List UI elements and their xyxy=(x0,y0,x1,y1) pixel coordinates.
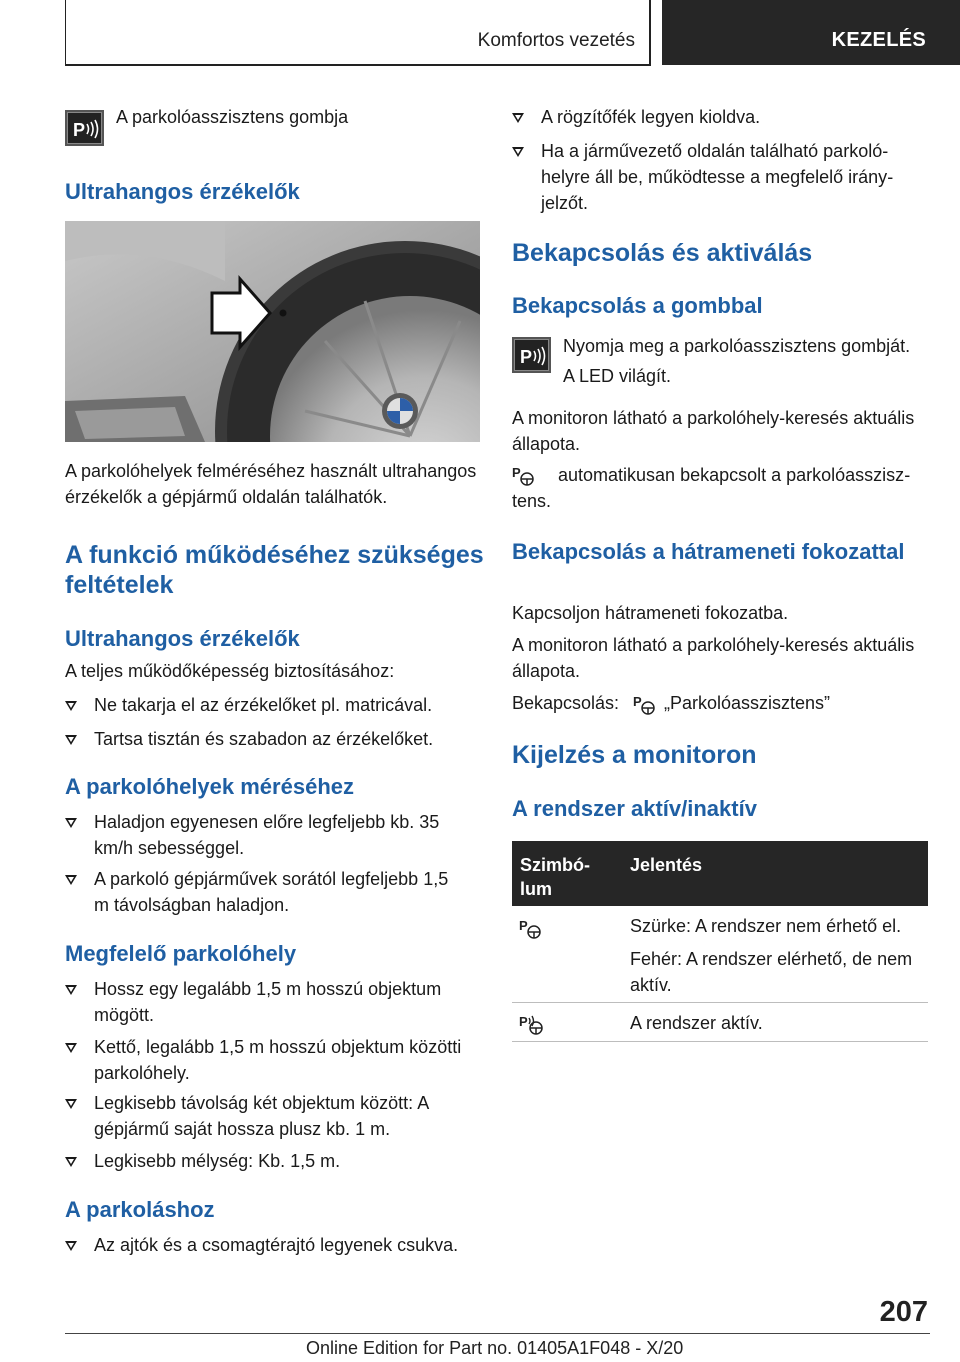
paragraph-led: A LED világít. xyxy=(563,366,672,386)
list-item: Legkisebb mélység: Kb. 1,5 m. xyxy=(65,1148,475,1174)
footer-rule xyxy=(65,1333,930,1334)
paragraph-full-function: A teljes működőképesség biztosításához: xyxy=(65,661,395,681)
bullet-triangle-icon xyxy=(512,113,524,123)
bullet-triangle-icon xyxy=(65,875,77,885)
list-item: Az ajtók és a csomagtérajtó legyenek csukva. xyxy=(65,1232,485,1258)
heading-activation-reverse: Bekapcsolás a hátrameneti fokozattal xyxy=(512,539,905,564)
bullet-triangle-icon xyxy=(65,1099,77,1109)
svg-text:P: P xyxy=(512,465,521,480)
header-section-title: Komfortos vezetés xyxy=(477,30,635,51)
list-item: Haladjon egyenesen előre legfeljebb kb. 35 km/h sebességgel. xyxy=(65,809,465,861)
parking-assist-button-icon xyxy=(512,337,551,373)
heading-activation-button: Bekapcsolás a gombbal xyxy=(512,293,763,318)
table-header-meaning: Jelentés xyxy=(630,855,703,875)
heading-ultrasonic-sensors-2: Ultrahangos érzékelők xyxy=(65,626,300,651)
heading-ultrasonic-sensors: Ultrahangos érzékelők xyxy=(65,179,300,204)
heading-system-state: A rendszer aktív/inaktív xyxy=(512,796,757,821)
svg-text:P: P xyxy=(520,347,533,367)
paragraph-auto-on: automatikusan bekapcsolt a parkolóasszisztens. xyxy=(512,465,911,511)
svg-text:P: P xyxy=(633,694,642,709)
heading-monitor-display: Kijelzés a monitoron xyxy=(512,741,757,769)
table-header xyxy=(512,841,928,906)
bullet-triangle-icon xyxy=(512,147,524,157)
parking-assistant-symbol-icon xyxy=(519,916,543,940)
button-caption: A parkolóasszisztens gombja xyxy=(116,107,349,127)
header-bottom-rule xyxy=(65,64,651,66)
header-chapter-label: KEZELÉS xyxy=(831,29,926,51)
paragraph-shift-reverse: Kapcsoljon hátrameneti fokozatba. xyxy=(512,603,789,623)
table-cell: Fehér: A rendszer elérhető, de nem aktív. xyxy=(630,949,913,995)
parking-assistant-active-icon xyxy=(519,1012,545,1036)
svg-text:P: P xyxy=(73,120,86,140)
paragraph-switch-on-value: „Parkolóasszisztens” xyxy=(664,693,831,713)
paragraph-monitor-status: A monitoron látható a parkolóhely-keresés aktuális állapota. xyxy=(512,408,915,454)
list-item: Hossz egy legalább 1,5 m hosszú objektum mögött. xyxy=(65,976,475,1028)
heading-function-requirements: A funkció működéséhez szükséges feltételek xyxy=(65,541,484,599)
bullet-triangle-icon xyxy=(65,818,77,828)
header-right-rule xyxy=(649,0,651,65)
heading-activation: Bekapcsolás és aktiválás xyxy=(512,239,813,267)
table-cell: Szürke: A rendszer nem érhető el. xyxy=(630,916,902,936)
paragraph-press-button: Nyomja meg a parkolóasszisztens gombját. xyxy=(563,336,911,356)
list-item: Ha a járművezető oldalán található parkolóhelyre áll be, működtesse a megfelelő irányjelzőt. xyxy=(512,138,912,216)
svg-text:P: P xyxy=(519,1014,528,1029)
parking-assistant-symbol-icon xyxy=(633,692,657,716)
heading-suitable-space: Megfelelő parkolóhely xyxy=(65,941,297,966)
list-item: A rögzítőfék legyen kioldva. xyxy=(512,104,930,130)
paragraph-monitor-status-2: A monitoron látható a parkolóhely-keresés aktuális állapota. xyxy=(512,635,915,681)
table-header-symbol: Szimbólum xyxy=(520,855,591,899)
list-item: Kettő, legalább 1,5 m hosszú objektum közötti parkolóhely. xyxy=(65,1034,475,1086)
bullet-triangle-icon xyxy=(65,1157,77,1167)
parking-assist-button-icon xyxy=(65,110,104,146)
table-cell: A rendszer aktív. xyxy=(630,1013,763,1033)
bullet-triangle-icon xyxy=(65,1241,77,1251)
page-number: 207 xyxy=(879,1296,928,1328)
table-row-divider xyxy=(512,1002,928,1003)
list-item: Ne takarja el az érzékelőket pl. matricával. xyxy=(65,692,485,718)
heading-measuring: A parkolóhelyek méréséhez xyxy=(65,774,354,799)
header-left-rule xyxy=(65,0,66,65)
list-item: Legkisebb távolság két objektum között: A gépjármű saját hossza plusz kb. 1 m. xyxy=(65,1090,475,1142)
paragraph-switch-on-label: Bekapcsolás: xyxy=(512,693,620,713)
photo-caption: A parkolóhelyek felméréséhez használt ultrahangos érzékelők a gépjármű oldalán találhatók. xyxy=(65,461,477,507)
table-row-divider xyxy=(512,1041,928,1042)
bullet-triangle-icon xyxy=(65,985,77,995)
sensor-photo xyxy=(65,221,480,442)
svg-text:P: P xyxy=(519,918,528,933)
list-item: A parkoló gépjárművek sorától legfeljebb 1,5 m távolságban haladjon. xyxy=(65,866,465,918)
bullet-triangle-icon xyxy=(65,735,77,745)
bullet-triangle-icon xyxy=(65,701,77,711)
list-item: Tartsa tisztán és szabadon az érzékelőket. xyxy=(65,726,485,752)
footer-edition: Online Edition for Part no. 01405A1F048 - X/20 xyxy=(306,1338,684,1358)
heading-for-parking: A parkoláshoz xyxy=(65,1197,215,1222)
header-chapter-tab xyxy=(662,0,960,65)
bullet-triangle-icon xyxy=(65,1043,77,1053)
